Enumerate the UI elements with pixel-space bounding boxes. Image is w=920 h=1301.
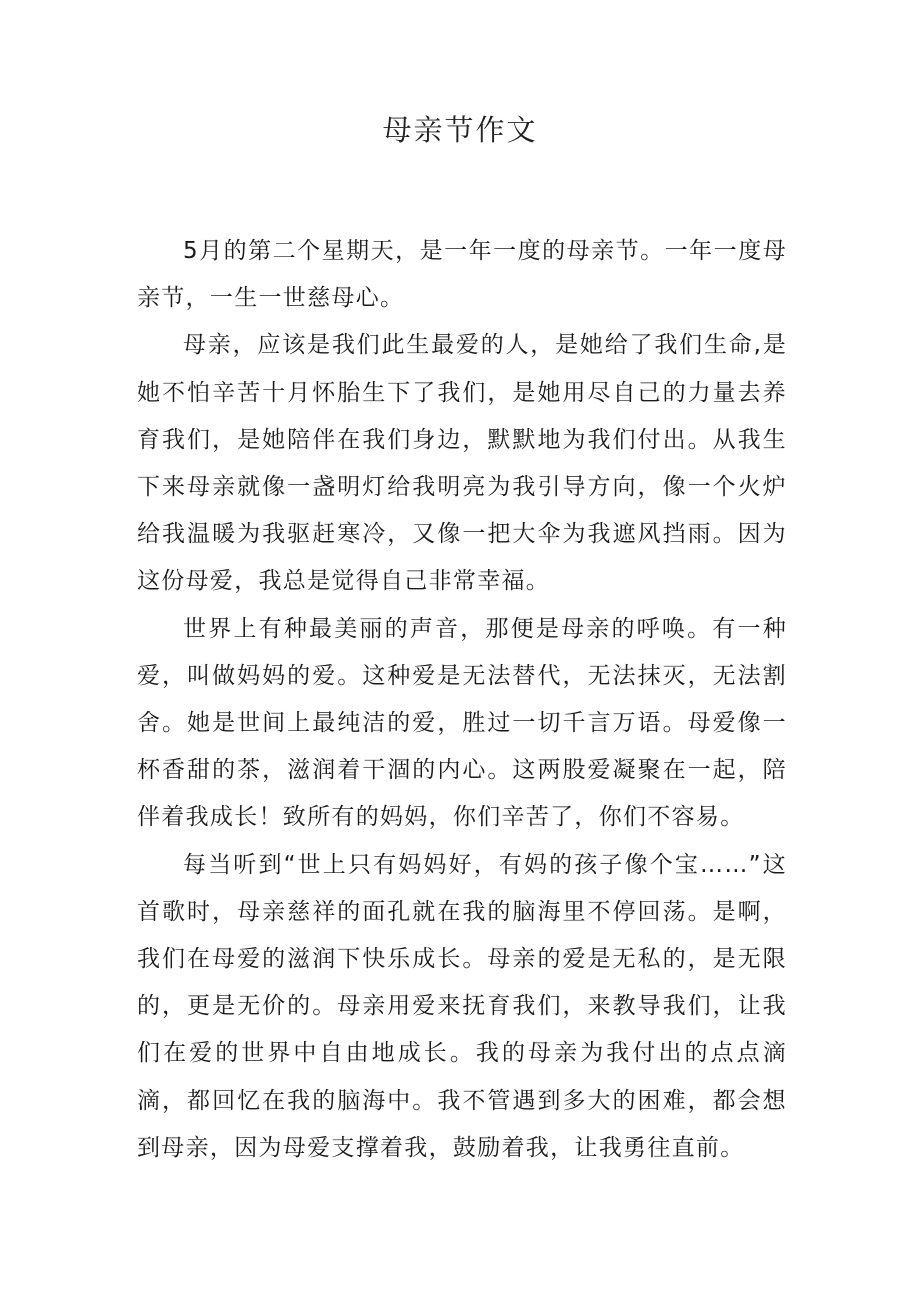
paragraph-2: 母亲，应该是我们此生最爱的人，是她给了我们生命,是她不怕辛苦十月怀胎生下了我们，是她用尽自己的力量去养育我们，是她陪伴在我们身边，默默地为我们付出。从我生下来母亲就像一盏明灯给我明亮为我引导方向，像一个火炉给我温暖为我驱赶寒冷，又像一把大伞为我遮风挡雨。因为这份母爱，我总是觉得自己非常幸福。 [137, 332, 787, 595]
document-title: 母亲节作文 [382, 113, 538, 147]
document-body [137, 228, 787, 1172]
paragraph-3: 世界上有种最美丽的声音，那便是母亲的呼唤。有一种爱，叫做妈妈的爱。这种爱是无法替代，无法抹灭，无法割舍。她是世间上最纯洁的爱，胜过一切千言万语。母爱像一杯香甜的茶，滋润着干涸的内心。这两股爱凝聚在一起，陪伴着我成长！致所有的妈妈，你们辛苦了，你们不容易。 [137, 615, 787, 831]
paragraph-4: 每当听到“世上只有妈妈好，有妈的孩子像个宝……”这首歌时，母亲慈祥的面孔就在我的脑海里不停回荡。是啊，我们在母爱的滋润下快乐成长。母亲的爱是无私的，是无限的，更是无价的。母亲用爱来抚育我们，来教导我们，让我们在爱的世界中自由地成长。我的母亲为我付出的点点滴滴，都回忆在我的脑海中。我不管遇到多大的困难，都会想到母亲，因为母爱支撑着我，鼓励着我，让我勇往直前。 [137, 851, 787, 1161]
paragraph-1: 5月的第二个星期天，是一年一度的母亲节。一年一度母亲节，一生一世慈母心。 [137, 238, 787, 312]
